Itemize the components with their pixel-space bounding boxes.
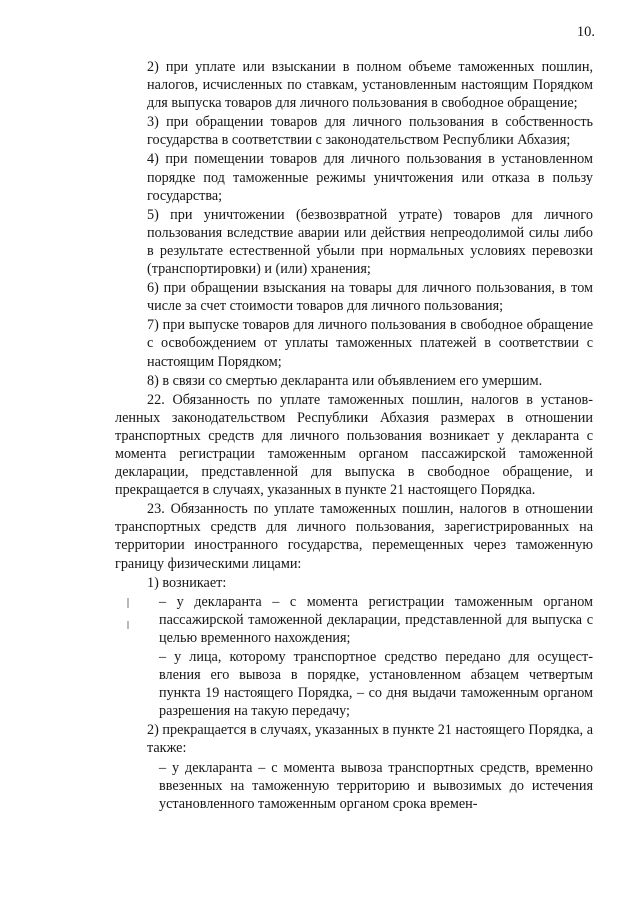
scan-mark — [127, 598, 129, 608]
dash-item: – у декларанта – с момента вывоза транспортных средств, временно ввезенных на таможенную территорию и вывозимых до истечения установленного таможенным органом срока времен- — [159, 759, 593, 812]
dash-item: – у декларанта – с момента регистрации таможенным органом пассажирской таможенной декларации, представленной для выпуска с целью временного нахождения; — [159, 593, 593, 646]
list-item: 8) в связи со смертью декларанта или объявлением его умершим. — [147, 372, 543, 389]
list-item: 6) при обращении взыскания на товары для личного пользования, в том числе за счет стоимости товаров для личного пользования; — [147, 280, 593, 315]
sub-item-1-label: 1) возникает: — [147, 574, 227, 591]
scan-mark — [127, 621, 129, 629]
document-body — [0, 58, 640, 814]
list-item: 7) при выпуске товаров для личного пользования в свободное обращение с освобождением от уплаты таможенных платежей в соответствии с настоящим Порядком; — [147, 317, 593, 370]
sub-item-2-label: 2) прекращается в случаях, указанных в пункте 21 настоящего Порядка, а также: — [147, 722, 593, 757]
paragraph-23: 23. Обязанность по уплате таможенных пошлин, налогов в отношении транспортных средств для личного пользования, зарегистрированных на территории иностранного государства, перемещенных через таможенную границу физическими лицами: — [115, 501, 593, 572]
list-item: 3) при обращении товаров для личного пользования в собственность государства в соответствии с законодательством Республики Абхазия; — [147, 114, 593, 149]
list-item: 5) при уничтожении (безвозвратной утрате) товаров для личного пользования вследствие аварии или действия непреодолимой силы либо в результате естественной убыли при нормальных условиях перевозки (транспортировки) и (или) хранения; — [147, 206, 593, 278]
dash-item: – у лица, которому транспортное средство передано для осуществления его вывоза в порядке, установленном абзацем четвертым пункта 19 настоящего Порядка, – со дня выдачи таможенным органом разрешения на такую передачу; — [159, 649, 593, 720]
paragraph-22: 22. Обязанность по уплате таможенных пошлин, налогов в установленных законодательством Республики Абхазия размерах в отношении транспортных средств для личного пользования возникает у декларанта с момента регистрации таможенным органом пассажирской таможенной декларации, представленной для выпуска в свободное обращение, и прекращается в случаях, указанных в пункте 21 настоящего Порядка. — [115, 391, 593, 499]
list-item: 2) при уплате или взыскании в полном объеме таможенных пошлин, налогов, исчисленных по ставкам, установленным настоящим Порядком для выпуска товаров для личного пользования в свободное обращение; — [147, 59, 593, 112]
page-number: 10. — [576, 24, 595, 40]
list-item: 4) при помещении товаров для личного пользования в установленном порядке под таможенные режимы уничтожения или отказа в пользу государства; — [147, 151, 593, 204]
